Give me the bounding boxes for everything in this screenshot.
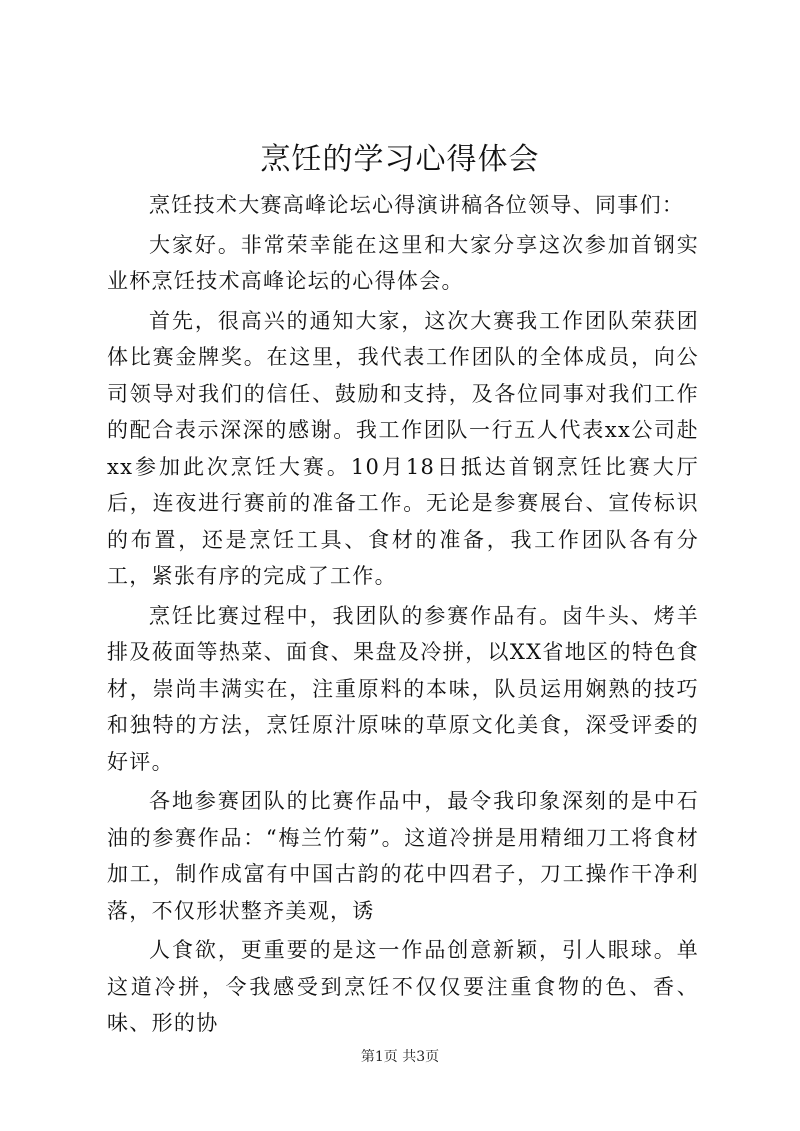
- paragraph-appetite: 人食欲，更重要的是这一作品创意新颖，引人眼球。单这道冷拼，令我感受到烹饪不仅仅要注重食物的色、香、味、形的协: [107, 938, 699, 1035]
- paragraph-competition-process: 烹饪比赛过程中，我团队的参赛作品有。卤牛头、烤羊排及莜面等热菜、面食、果盘及冷拼，以XX省地区的特色食材，崇尚丰满实在，注重原料的本味，队员运用娴熟的技巧和独特的方法，烹饪原汁原味的草原文化美食，深受评委的好评。: [107, 603, 699, 774]
- paragraph-impressive-works: 各地参赛团队的比赛作品中，最令我印象深刻的是中石油的参赛作品：“梅兰竹菊”。这道冷拼是用精细刀工将食材加工，制作成富有中国古韵的花中四君子，刀工操作干净利落，不仅形状整齐美观，诱: [107, 789, 699, 923]
- page-number-footer: 第1页 共3页: [360, 1049, 440, 1065]
- paragraph-team-award: 首先，很高兴的通知大家，这次大赛我工作团队荣获团体比赛金牌奖。在这里，我代表工作团队的全体成员，向公司领导对我们的信任、鼓励和支持，及各位同事对我们工作的配合表示深深的感谢。我工作团队一行五人代表xx公司赴xx参加此次烹饪大赛。10月18日抵达首钢烹饪比赛大厅后，连夜进行赛前的准备工作。无论是参赛展台、宣传标识的布置，还是烹饪工具、食材的准备，我工作团队各有分工，紧张有序的完成了工作。: [107, 308, 699, 588]
- document-body: [107, 187, 699, 1045]
- document-title: 烹饪的学习心得体会: [260, 142, 540, 177]
- paragraph-intro: 大家好。非常荣幸能在这里和大家分享这次参加首钢实业杯烹饪技术高峰论坛的心得体会。: [107, 232, 699, 293]
- paragraph-greeting: 烹饪技术大赛高峰论坛心得演讲稿各位领导、同事们：: [149, 193, 685, 217]
